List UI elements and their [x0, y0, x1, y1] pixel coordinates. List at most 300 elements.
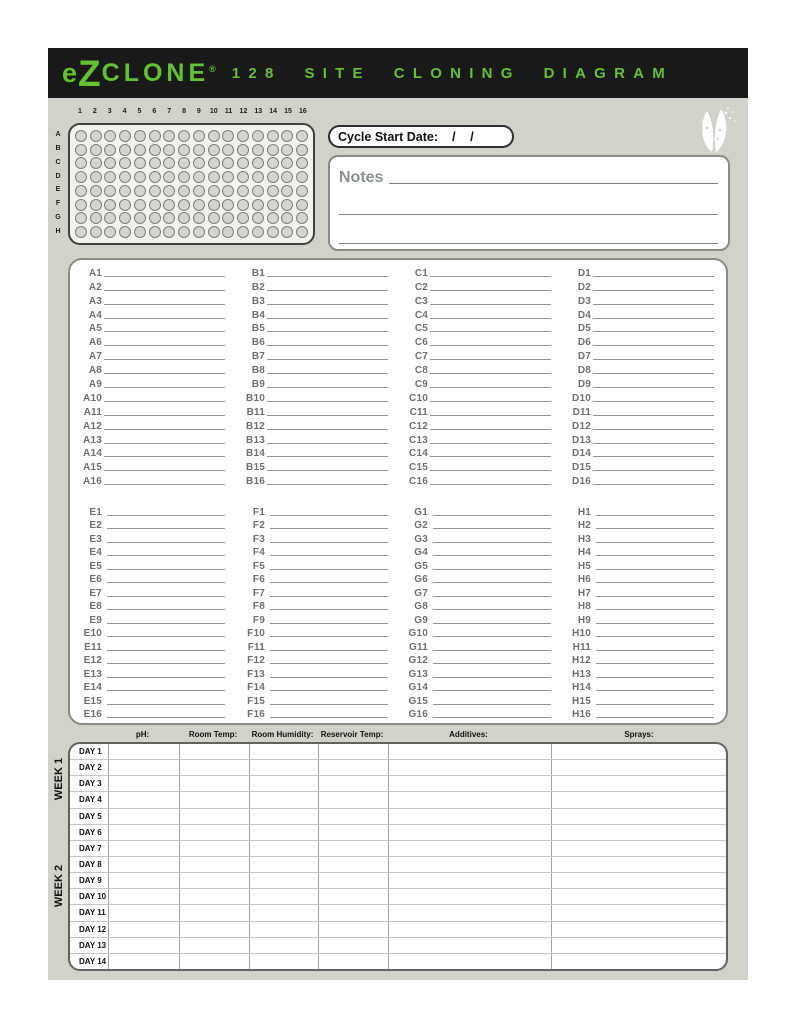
log-cell-day1-col6[interactable] [552, 744, 726, 759]
site-circle-B14[interactable] [267, 144, 279, 156]
site-circle-B7[interactable] [163, 144, 175, 156]
site-line-f7[interactable] [270, 596, 388, 597]
log-cell-day12-col1[interactable] [109, 922, 180, 937]
site-line-b7[interactable] [267, 359, 388, 360]
site-circle-A2[interactable] [90, 130, 102, 142]
site-circle-H9[interactable] [193, 226, 205, 238]
site-circle-D8[interactable] [178, 171, 190, 183]
site-line-b8[interactable] [267, 373, 388, 374]
site-line-h10[interactable] [596, 636, 714, 637]
site-line-e4[interactable] [107, 555, 225, 556]
site-line-h12[interactable] [596, 663, 714, 664]
site-circle-F13[interactable] [252, 199, 264, 211]
log-cell-day13-col4[interactable] [319, 938, 389, 953]
site-circle-D2[interactable] [90, 171, 102, 183]
site-circle-C1[interactable] [75, 157, 87, 169]
site-circle-A10[interactable] [208, 130, 220, 142]
site-line-c3[interactable] [430, 304, 551, 305]
site-circle-H15[interactable] [281, 226, 293, 238]
site-circle-D14[interactable] [267, 171, 279, 183]
site-circle-E3[interactable] [104, 185, 116, 197]
site-circle-G2[interactable] [90, 212, 102, 224]
log-cell-day2-col2[interactable] [180, 760, 250, 775]
site-line-e8[interactable] [107, 609, 225, 610]
site-line-d1[interactable] [593, 276, 714, 277]
log-cell-day14-col6[interactable] [552, 954, 726, 969]
site-circle-C8[interactable] [178, 157, 190, 169]
site-circle-C3[interactable] [104, 157, 116, 169]
site-line-d16[interactable] [593, 484, 714, 485]
site-line-e12[interactable] [107, 663, 225, 664]
cycle-start-date-field[interactable]: / / [452, 129, 474, 144]
site-circle-G3[interactable] [104, 212, 116, 224]
site-circle-G4[interactable] [119, 212, 131, 224]
site-circle-G5[interactable] [134, 212, 146, 224]
site-line-a11[interactable] [104, 415, 225, 416]
site-circle-A1[interactable] [75, 130, 87, 142]
site-circle-G1[interactable] [75, 212, 87, 224]
log-cell-day11-col5[interactable] [389, 905, 552, 920]
site-circle-G10[interactable] [208, 212, 220, 224]
log-cell-day5-col2[interactable] [180, 809, 250, 824]
site-circle-G11[interactable] [222, 212, 234, 224]
log-cell-day7-col1[interactable] [109, 841, 180, 856]
log-cell-day12-col4[interactable] [319, 922, 389, 937]
site-line-a5[interactable] [104, 331, 225, 332]
site-circle-H2[interactable] [90, 226, 102, 238]
site-circle-E5[interactable] [134, 185, 146, 197]
log-cell-day2-col5[interactable] [389, 760, 552, 775]
log-cell-day2-col1[interactable] [109, 760, 180, 775]
site-line-d3[interactable] [593, 304, 714, 305]
site-circle-D5[interactable] [134, 171, 146, 183]
log-cell-day10-col6[interactable] [552, 889, 726, 904]
site-circle-A7[interactable] [163, 130, 175, 142]
site-circle-G13[interactable] [252, 212, 264, 224]
site-line-h7[interactable] [596, 596, 714, 597]
log-cell-day10-col1[interactable] [109, 889, 180, 904]
site-circle-F7[interactable] [163, 199, 175, 211]
site-circle-F10[interactable] [208, 199, 220, 211]
log-cell-day11-col2[interactable] [180, 905, 250, 920]
site-circle-G9[interactable] [193, 212, 205, 224]
log-cell-day2-col4[interactable] [319, 760, 389, 775]
site-line-h3[interactable] [596, 542, 714, 543]
site-line-b13[interactable] [267, 443, 388, 444]
log-cell-day10-col2[interactable] [180, 889, 250, 904]
site-line-h1[interactable] [596, 515, 714, 516]
site-line-g8[interactable] [433, 609, 551, 610]
log-cell-day2-col3[interactable] [250, 760, 319, 775]
log-cell-day11-col6[interactable] [552, 905, 726, 920]
log-cell-day13-col2[interactable] [180, 938, 250, 953]
site-line-g2[interactable] [433, 528, 551, 529]
log-cell-day8-col6[interactable] [552, 857, 726, 872]
site-circle-E13[interactable] [252, 185, 264, 197]
log-cell-day9-col5[interactable] [389, 873, 552, 888]
site-line-a9[interactable] [104, 387, 225, 388]
log-cell-day8-col3[interactable] [250, 857, 319, 872]
site-line-b3[interactable] [267, 304, 388, 305]
site-line-e10[interactable] [107, 636, 225, 637]
site-circle-D11[interactable] [222, 171, 234, 183]
site-circle-H5[interactable] [134, 226, 146, 238]
site-line-b1[interactable] [267, 276, 388, 277]
site-line-b10[interactable] [267, 401, 388, 402]
log-cell-day9-col3[interactable] [250, 873, 319, 888]
site-circle-D15[interactable] [281, 171, 293, 183]
site-line-c6[interactable] [430, 345, 551, 346]
site-line-f10[interactable] [270, 636, 388, 637]
log-cell-day3-col6[interactable] [552, 776, 726, 791]
site-circle-E12[interactable] [237, 185, 249, 197]
site-line-a16[interactable] [104, 484, 225, 485]
site-circle-C2[interactable] [90, 157, 102, 169]
log-cell-day8-col4[interactable] [319, 857, 389, 872]
site-line-a3[interactable] [104, 304, 225, 305]
site-line-e15[interactable] [107, 704, 225, 705]
site-circle-C12[interactable] [237, 157, 249, 169]
site-line-c1[interactable] [430, 276, 551, 277]
site-circle-A4[interactable] [119, 130, 131, 142]
site-circle-F4[interactable] [119, 199, 131, 211]
site-line-d14[interactable] [593, 456, 714, 457]
site-circle-A6[interactable] [149, 130, 161, 142]
site-line-g16[interactable] [433, 717, 551, 718]
site-line-g12[interactable] [433, 663, 551, 664]
log-cell-day9-col2[interactable] [180, 873, 250, 888]
site-circle-E10[interactable] [208, 185, 220, 197]
site-line-c8[interactable] [430, 373, 551, 374]
site-circle-G16[interactable] [296, 212, 308, 224]
site-line-e2[interactable] [107, 528, 225, 529]
log-cell-day10-col5[interactable] [389, 889, 552, 904]
site-circle-A8[interactable] [178, 130, 190, 142]
site-circle-B2[interactable] [90, 144, 102, 156]
site-circle-G8[interactable] [178, 212, 190, 224]
site-circle-D1[interactable] [75, 171, 87, 183]
site-circle-F16[interactable] [296, 199, 308, 211]
site-line-c12[interactable] [430, 429, 551, 430]
log-cell-day6-col4[interactable] [319, 825, 389, 840]
log-cell-day12-col3[interactable] [250, 922, 319, 937]
site-circle-B4[interactable] [119, 144, 131, 156]
log-cell-day8-col1[interactable] [109, 857, 180, 872]
site-line-f1[interactable] [270, 515, 388, 516]
site-circle-B6[interactable] [149, 144, 161, 156]
site-line-a4[interactable] [104, 318, 225, 319]
site-line-c11[interactable] [430, 415, 551, 416]
site-circle-F15[interactable] [281, 199, 293, 211]
site-line-e7[interactable] [107, 596, 225, 597]
site-line-g6[interactable] [433, 582, 551, 583]
site-line-b11[interactable] [267, 415, 388, 416]
site-circle-A16[interactable] [296, 130, 308, 142]
site-circle-D6[interactable] [149, 171, 161, 183]
site-circle-C16[interactable] [296, 157, 308, 169]
site-line-a15[interactable] [104, 470, 225, 471]
site-line-f13[interactable] [270, 677, 388, 678]
site-circle-H16[interactable] [296, 226, 308, 238]
site-circle-A5[interactable] [134, 130, 146, 142]
site-line-h14[interactable] [596, 690, 714, 691]
site-line-b9[interactable] [267, 387, 388, 388]
log-cell-day2-col6[interactable] [552, 760, 726, 775]
site-line-d6[interactable] [593, 345, 714, 346]
site-line-f4[interactable] [270, 555, 388, 556]
site-line-b15[interactable] [267, 470, 388, 471]
site-circle-B15[interactable] [281, 144, 293, 156]
log-cell-day4-col1[interactable] [109, 792, 180, 807]
site-line-h8[interactable] [596, 609, 714, 610]
log-cell-day5-col1[interactable] [109, 809, 180, 824]
log-cell-day10-col3[interactable] [250, 889, 319, 904]
site-line-f5[interactable] [270, 569, 388, 570]
site-line-e1[interactable] [107, 515, 225, 516]
site-circle-C7[interactable] [163, 157, 175, 169]
site-circle-B16[interactable] [296, 144, 308, 156]
site-line-c7[interactable] [430, 359, 551, 360]
log-cell-day1-col3[interactable] [250, 744, 319, 759]
site-line-c9[interactable] [430, 387, 551, 388]
log-cell-day9-col1[interactable] [109, 873, 180, 888]
site-line-d8[interactable] [593, 373, 714, 374]
site-line-a14[interactable] [104, 456, 225, 457]
log-cell-day3-col5[interactable] [389, 776, 552, 791]
site-circle-H3[interactable] [104, 226, 116, 238]
site-circle-B9[interactable] [193, 144, 205, 156]
log-cell-day3-col2[interactable] [180, 776, 250, 791]
log-cell-day14-col4[interactable] [319, 954, 389, 969]
site-line-g11[interactable] [433, 650, 551, 651]
log-cell-day13-col5[interactable] [389, 938, 552, 953]
site-circle-H4[interactable] [119, 226, 131, 238]
site-line-f8[interactable] [270, 609, 388, 610]
site-circle-C11[interactable] [222, 157, 234, 169]
log-cell-day5-col5[interactable] [389, 809, 552, 824]
site-line-b12[interactable] [267, 429, 388, 430]
site-circle-A3[interactable] [104, 130, 116, 142]
site-circle-F3[interactable] [104, 199, 116, 211]
site-circle-C9[interactable] [193, 157, 205, 169]
log-cell-day7-col2[interactable] [180, 841, 250, 856]
site-circle-F14[interactable] [267, 199, 279, 211]
site-line-f9[interactable] [270, 623, 388, 624]
log-cell-day9-col6[interactable] [552, 873, 726, 888]
site-line-b16[interactable] [267, 484, 388, 485]
site-line-c4[interactable] [430, 318, 551, 319]
site-circle-F9[interactable] [193, 199, 205, 211]
site-line-a6[interactable] [104, 345, 225, 346]
site-line-e13[interactable] [107, 677, 225, 678]
log-cell-day14-col3[interactable] [250, 954, 319, 969]
site-line-e9[interactable] [107, 623, 225, 624]
site-circle-A11[interactable] [222, 130, 234, 142]
site-line-f3[interactable] [270, 542, 388, 543]
log-cell-day11-col3[interactable] [250, 905, 319, 920]
site-circle-C4[interactable] [119, 157, 131, 169]
site-line-h11[interactable] [596, 650, 714, 651]
site-line-a13[interactable] [104, 443, 225, 444]
site-circle-G15[interactable] [281, 212, 293, 224]
site-line-h2[interactable] [596, 528, 714, 529]
log-cell-day8-col5[interactable] [389, 857, 552, 872]
site-line-c13[interactable] [430, 443, 551, 444]
site-line-g14[interactable] [433, 690, 551, 691]
site-circle-F11[interactable] [222, 199, 234, 211]
site-line-e14[interactable] [107, 690, 225, 691]
site-circle-A14[interactable] [267, 130, 279, 142]
site-line-f14[interactable] [270, 690, 388, 691]
log-cell-day1-col5[interactable] [389, 744, 552, 759]
log-cell-day7-col4[interactable] [319, 841, 389, 856]
log-cell-day13-col1[interactable] [109, 938, 180, 953]
site-line-d15[interactable] [593, 470, 714, 471]
site-circle-E16[interactable] [296, 185, 308, 197]
site-circle-G7[interactable] [163, 212, 175, 224]
log-cell-day1-col1[interactable] [109, 744, 180, 759]
notes-line-1[interactable] [389, 183, 718, 184]
site-circle-D3[interactable] [104, 171, 116, 183]
site-circle-C13[interactable] [252, 157, 264, 169]
log-cell-day9-col4[interactable] [319, 873, 389, 888]
site-circle-D4[interactable] [119, 171, 131, 183]
log-cell-day13-col3[interactable] [250, 938, 319, 953]
notes-line-3[interactable] [339, 215, 718, 244]
site-line-d12[interactable] [593, 429, 714, 430]
site-line-e5[interactable] [107, 569, 225, 570]
log-cell-day8-col2[interactable] [180, 857, 250, 872]
site-line-a10[interactable] [104, 401, 225, 402]
site-circle-C10[interactable] [208, 157, 220, 169]
site-circle-B12[interactable] [237, 144, 249, 156]
log-cell-day12-col6[interactable] [552, 922, 726, 937]
site-circle-E2[interactable] [90, 185, 102, 197]
site-line-b6[interactable] [267, 345, 388, 346]
site-line-a12[interactable] [104, 429, 225, 430]
log-cell-day3-col4[interactable] [319, 776, 389, 791]
site-circle-B13[interactable] [252, 144, 264, 156]
site-line-b2[interactable] [267, 290, 388, 291]
site-circle-H8[interactable] [178, 226, 190, 238]
log-cell-day7-col3[interactable] [250, 841, 319, 856]
site-line-g1[interactable] [433, 515, 551, 516]
site-circle-G12[interactable] [237, 212, 249, 224]
site-circle-H1[interactable] [75, 226, 87, 238]
log-cell-day14-col2[interactable] [180, 954, 250, 969]
site-line-h9[interactable] [596, 623, 714, 624]
site-line-h15[interactable] [596, 704, 714, 705]
site-circle-B8[interactable] [178, 144, 190, 156]
log-cell-day3-col1[interactable] [109, 776, 180, 791]
site-circle-E4[interactable] [119, 185, 131, 197]
site-circle-H6[interactable] [149, 226, 161, 238]
site-circle-E14[interactable] [267, 185, 279, 197]
site-line-c14[interactable] [430, 456, 551, 457]
site-line-g10[interactable] [433, 636, 551, 637]
log-cell-day7-col6[interactable] [552, 841, 726, 856]
site-circle-E7[interactable] [163, 185, 175, 197]
site-line-c15[interactable] [430, 470, 551, 471]
site-line-d4[interactable] [593, 318, 714, 319]
log-cell-day7-col5[interactable] [389, 841, 552, 856]
site-circle-F1[interactable] [75, 199, 87, 211]
log-cell-day6-col1[interactable] [109, 825, 180, 840]
site-line-d10[interactable] [593, 401, 714, 402]
site-circle-H14[interactable] [267, 226, 279, 238]
site-circle-A9[interactable] [193, 130, 205, 142]
site-line-e6[interactable] [107, 582, 225, 583]
site-line-e11[interactable] [107, 650, 225, 651]
site-line-c16[interactable] [430, 484, 551, 485]
site-circle-B5[interactable] [134, 144, 146, 156]
log-cell-day12-col2[interactable] [180, 922, 250, 937]
site-line-d5[interactable] [593, 331, 714, 332]
site-line-a1[interactable] [104, 276, 225, 277]
site-circle-F5[interactable] [134, 199, 146, 211]
log-cell-day4-col6[interactable] [552, 792, 726, 807]
site-circle-E6[interactable] [149, 185, 161, 197]
site-line-b4[interactable] [267, 318, 388, 319]
site-line-f6[interactable] [270, 582, 388, 583]
site-circle-D9[interactable] [193, 171, 205, 183]
site-circle-B1[interactable] [75, 144, 87, 156]
site-line-h6[interactable] [596, 582, 714, 583]
site-line-d13[interactable] [593, 443, 714, 444]
site-circle-F8[interactable] [178, 199, 190, 211]
site-line-g5[interactable] [433, 569, 551, 570]
site-circle-F2[interactable] [90, 199, 102, 211]
site-circle-B11[interactable] [222, 144, 234, 156]
log-cell-day14-col1[interactable] [109, 954, 180, 969]
site-line-h5[interactable] [596, 569, 714, 570]
site-line-g7[interactable] [433, 596, 551, 597]
site-circle-C14[interactable] [267, 157, 279, 169]
log-cell-day12-col5[interactable] [389, 922, 552, 937]
site-line-f2[interactable] [270, 528, 388, 529]
site-circle-G6[interactable] [149, 212, 161, 224]
log-cell-day4-col4[interactable] [319, 792, 389, 807]
log-cell-day13-col6[interactable] [552, 938, 726, 953]
site-line-h16[interactable] [596, 717, 714, 718]
site-line-h13[interactable] [596, 677, 714, 678]
site-line-h4[interactable] [596, 555, 714, 556]
site-circle-E8[interactable] [178, 185, 190, 197]
log-cell-day1-col4[interactable] [319, 744, 389, 759]
site-line-f15[interactable] [270, 704, 388, 705]
log-cell-day5-col4[interactable] [319, 809, 389, 824]
log-cell-day6-col6[interactable] [552, 825, 726, 840]
site-line-f12[interactable] [270, 663, 388, 664]
site-circle-A13[interactable] [252, 130, 264, 142]
site-circle-C6[interactable] [149, 157, 161, 169]
site-circle-H7[interactable] [163, 226, 175, 238]
site-line-a8[interactable] [104, 373, 225, 374]
site-circle-B10[interactable] [208, 144, 220, 156]
site-line-d11[interactable] [593, 415, 714, 416]
site-circle-C5[interactable] [134, 157, 146, 169]
site-circle-A12[interactable] [237, 130, 249, 142]
site-circle-H11[interactable] [222, 226, 234, 238]
site-circle-D7[interactable] [163, 171, 175, 183]
log-cell-day3-col3[interactable] [250, 776, 319, 791]
log-cell-day6-col5[interactable] [389, 825, 552, 840]
site-line-d9[interactable] [593, 387, 714, 388]
site-line-f16[interactable] [270, 717, 388, 718]
site-circle-E1[interactable] [75, 185, 87, 197]
site-circle-D10[interactable] [208, 171, 220, 183]
site-circle-E11[interactable] [222, 185, 234, 197]
